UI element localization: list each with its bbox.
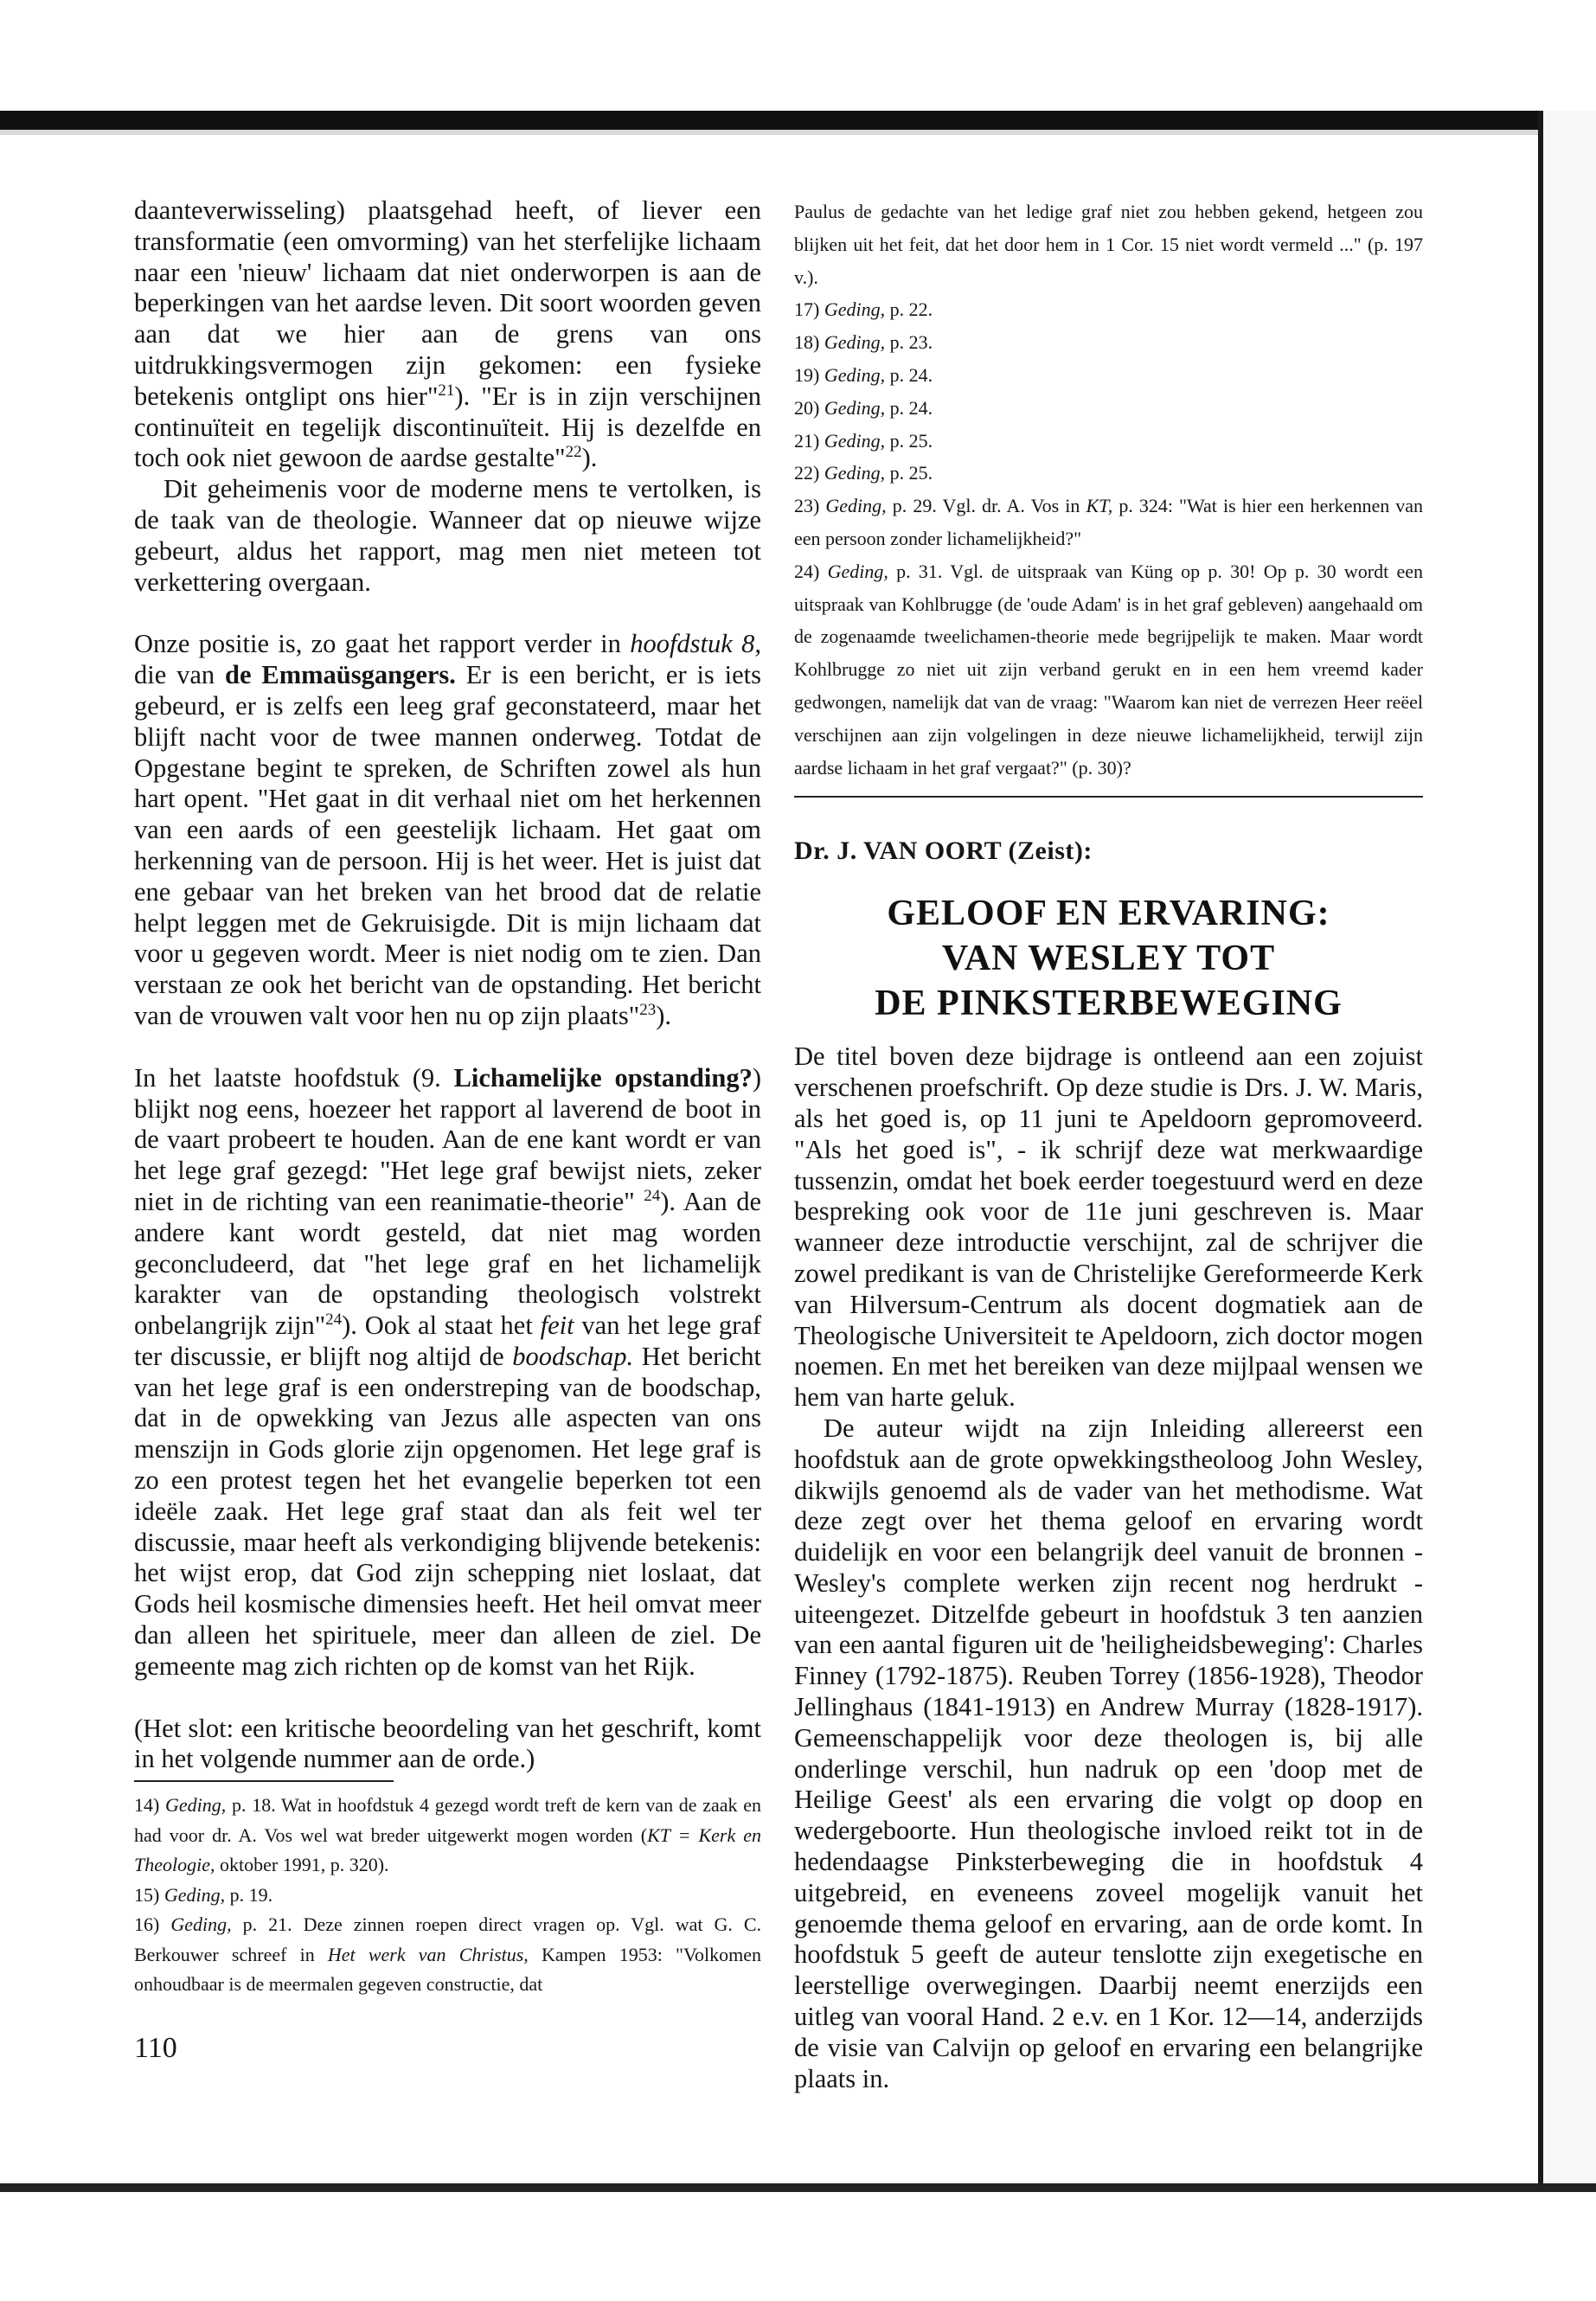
footnote: 22) Geding, p. 25. <box>794 462 933 484</box>
page-number: 110 <box>134 2032 177 2064</box>
footnote: 24) Geding, p. 31. Vgl. de uitspraak van Küng op p. 30! Op p. 30 wordt een uitspraak van Kohlbrugge (de 'oude Adam' is in het graf gebleven) aangehaald om de zogenaamde tweelichamen-theorie mede begrijpelijk te maken. Maar wordt Kohlbrugge zo niet uit zijn verband gerukt en in een hem vreemd kader gedwongen, namelijk dat van de vraag: "Waarom kan niet de verrezen Heer reëel verschijnen aan zijn volgelingen in deze nieuwe lichamelijkheid, terwijl zijn aardse lichaam in het graf vergaat?" (p. 30)? <box>794 560 1424 779</box>
footnote-separator <box>134 1780 394 1782</box>
footnote: 14) Geding, p. 18. Wat in hoofdstuk 4 gezegd wordt treft de kern van de zaak en had voor dr. A. Vos wel wat breder uitgewerkt mogen worden (KT = Kerk en Theologie, oktober 1991, p. 320). <box>134 1794 762 1876</box>
paragraph: De titel boven deze bijdrage is ontleend aan een zojuist verschenen proefschrift. Op deze studie is Drs. J. W. Maris, als het goed is, op 11 juni te Apeldoorn gepromoveerd. "Als het goed is", - ik schrijf deze wat merkwaardige tussenzin, omdat het boek eerder toegestuurd werd en deze bespreking ook voor de 11e juni geschreven is. Maar wanneer deze introductie verschijnt, zal de schrijver die zowel predikant is van de Christelijke Gereformeerde Kerk van Hilversum-Centrum als docent dogmatiek aan de Theologische Universiteit te Apeldoorn, zich doctor mogen noemen. En met het bereiken van deze mijlpaal wensen we hem van harte geluk. <box>794 1042 1423 1413</box>
footnote: 23) Geding, p. 29. Vgl. dr. A. Vos in KT, p. 324: "Wat is hier een herkennen van een persoon zonder lichamelijkheid?" <box>794 495 1424 549</box>
right-column <box>794 195 1423 2094</box>
title-line: DE PINKSTERBEWEGING <box>875 984 1343 1024</box>
footnote: 15) Geding, p. 19. <box>134 1883 273 1906</box>
scan-edge-top <box>0 111 1596 130</box>
title-line: GELOOF EN ERVARING: <box>887 894 1330 934</box>
paragraph: Dit geheimenis voor de moderne mens te vertolken, is de taak van de theologie. Wanneer dat op nieuwe wijze gebeurt, aldus het rapport, mag men niet meteen tot verkettering overgaan. <box>134 474 761 597</box>
footnote: 20) Geding, p. 24. <box>794 396 933 419</box>
footnote: 19) Geding, p. 24. <box>794 363 933 386</box>
footnote: 18) Geding, p. 23. <box>794 331 933 354</box>
article-author: Dr. J. VAN OORT (Zeist): <box>794 836 1093 866</box>
footnote: 21) Geding, p. 25. <box>794 429 933 452</box>
paragraph: Onze positie is, zo gaat het rapport verder in hoofdstuk 8, die van de Emmaüsgangers. Er is een bericht, er is iets gebeurd, er is zelfs een leeg graf geconstateerd, maar het blijft nacht voor de twee mannen onderweg. Totdat de Opgestane begint te spreken, de Schriften zowel als hun hart opent. "Het gaat in dit verhaal niet om het herkennen van een aards of een geestelijk lichaam. Het gaat om herkenning van de persoon. Hij is het weer. Het is juist dat ene gebaar van het breken van het brood dat de relatie helpt leggen met de Gekruisigde. Dit is mijn lichaam dat voor u gegeven wordt. Meer is niet nodig om te zien. Dan verstaan ze ook het bericht van de opstanding. Het bericht van de vrouwen valt voor hen nu op zijn plaats"$^{23}$). <box>134 629 762 1030</box>
right-body-text <box>794 1042 1423 2094</box>
scan-margin-right <box>1538 111 1596 2192</box>
left-column <box>134 195 761 2000</box>
article-title <box>794 891 1423 1026</box>
scan-edge-bottom <box>0 2183 1596 2192</box>
right-footnotes <box>794 195 1423 784</box>
paragraph: De auteur wijdt na zijn Inleiding allereerst een hoofdstuk aan de grote opwekkingstheoloog John Wesley, dikwijls genoemd als de vader van het methodisme. Wat deze zegt over het thema geloof en ervaring wordt duidelijk en voor een belangrijk deel vanuit de bronnen - Wesley's complete werken zijn recent nog herdrukt - uiteengezet. Ditzelfde gebeurt in hoofdstuk 3 ten aanzien van een aantal figuren uit de 'heiligheidsbeweging': Charles Finney (1792-1875). Reuben Torrey (1856-1928), Theodor Jellinghaus (1841-1913) en Andrew Murray (1828-1917). Gemeenschappelijk voor deze theologen is, bij alle onderlinge verschil, hun nadruk op een 'doop met de Heilige Geest' als een ervaring die volgt op doop en wedergeboorte. Hun theologische invloed reikt tot in de hedendaagse Pinksterbeweging die in hoofdstuk 4 uitgebreid, en eveneens zoveel mogelijk vanuit het genoemde thema geloof en ervaring, aan de orde komt. In hoofdstuk 5 geeft de auteur tenslotte zijn exegetische en leerstellige overwegingen. Daarbij neemt enerzijds een uitleg van vooral Hand. 2 e.v. en 1 Kor. 12—14, anderzijds de visie van Calvijn op geloof en ervaring een belangrijke plaats in. <box>794 1413 1423 2093</box>
footnote: Paulus de gedachte van het ledige graf niet zou hebben gekend, hetgeen zou blijken uit het feit, dat het door hem in 1 Cor. 15 niet wordt vermeld ..." (p. 197 v.). <box>794 201 1423 288</box>
section-rule <box>794 796 1423 798</box>
scan-edge-right <box>1538 111 1543 2192</box>
left-footnotes <box>134 1791 761 2000</box>
paragraph: daanteverwisseling) plaatsgehad heeft, of liever een transformatie (een omvorming) van het sterfelijke lichaam naar een 'nieuw' lichaam dat niet onderworpen is aan de beperkingen van het aardse leven. Dit soort woorden geven aan dat we hier aan de grens van ons uitdrukkingsvermogen zijn gekomen: een fysieke betekenis ontglipt ons hier"$^{21}$). "Er is in zijn verschijnen continuïteit en tegelijk discontinuïteit. Hij is dezelfde en toch ook niet gewoon de aardse gestalte"$^{22}$). <box>134 195 761 473</box>
footnote: 16) Geding, p. 21. Deze zinnen roepen direct vragen op. Vgl. wat G. C. Berkouwer schreef in Het werk van Christus, Kampen 1953: "Volkomen onhoudbaar is de meermalen gegeven constructie, dat <box>134 1913 762 1996</box>
paragraph: (Het slot: een kritische beoordeling van het geschrift, komt in het volgende nummer aan de orde.) <box>134 1713 761 1774</box>
left-body-text <box>134 195 761 1775</box>
paragraph: In het laatste hoofdstuk (9. Lichamelijke opstanding?) blijkt nog eens, hoezeer het rapport al laverend de boot in de vaart probeert te houden. Aan de ene kant wordt er van het lege graf gezegd: "Het lege graf bewijst niets, zeker niet in de richting van een reanimatie-theorie" $^{24}$). Aan de andere kant wordt gesteld, dat niet mag worden geconcludeerd, dat "het lege graf en het lichamelijk karakter van de opstanding theologisch volstrekt onbelangrijk zijn"$^{24}$). Ook al staat het feit van het lege graf ter discussie, er blijft nog altijd de boodschap. Het bericht van het lege graf is een onderstreping van de boodschap, dat in de opwekking van Jezus alle aspecten van ons menszijn in Gods glorie zijn opgenomen. Het lege graf is zo een protest tegen het het evangelie beperken tot een ideële zaak. Het lege graf staat dan als feit wel ter discussie, maar heeft als verkondiging blijvende betekenis: het wijst erop, dat God zijn schepping niet loslaat, dat Gods heil kosmische dimensies heeft. Het heil omvat meer dan alleen het spirituele, meer dan alleen de ziel. De gemeente mag zich richten op de komst van het Rijk. <box>134 1062 762 1681</box>
footnote: 17) Geding, p. 22. <box>794 298 933 321</box>
title-line: VAN WESLEY TOT <box>941 939 1276 979</box>
